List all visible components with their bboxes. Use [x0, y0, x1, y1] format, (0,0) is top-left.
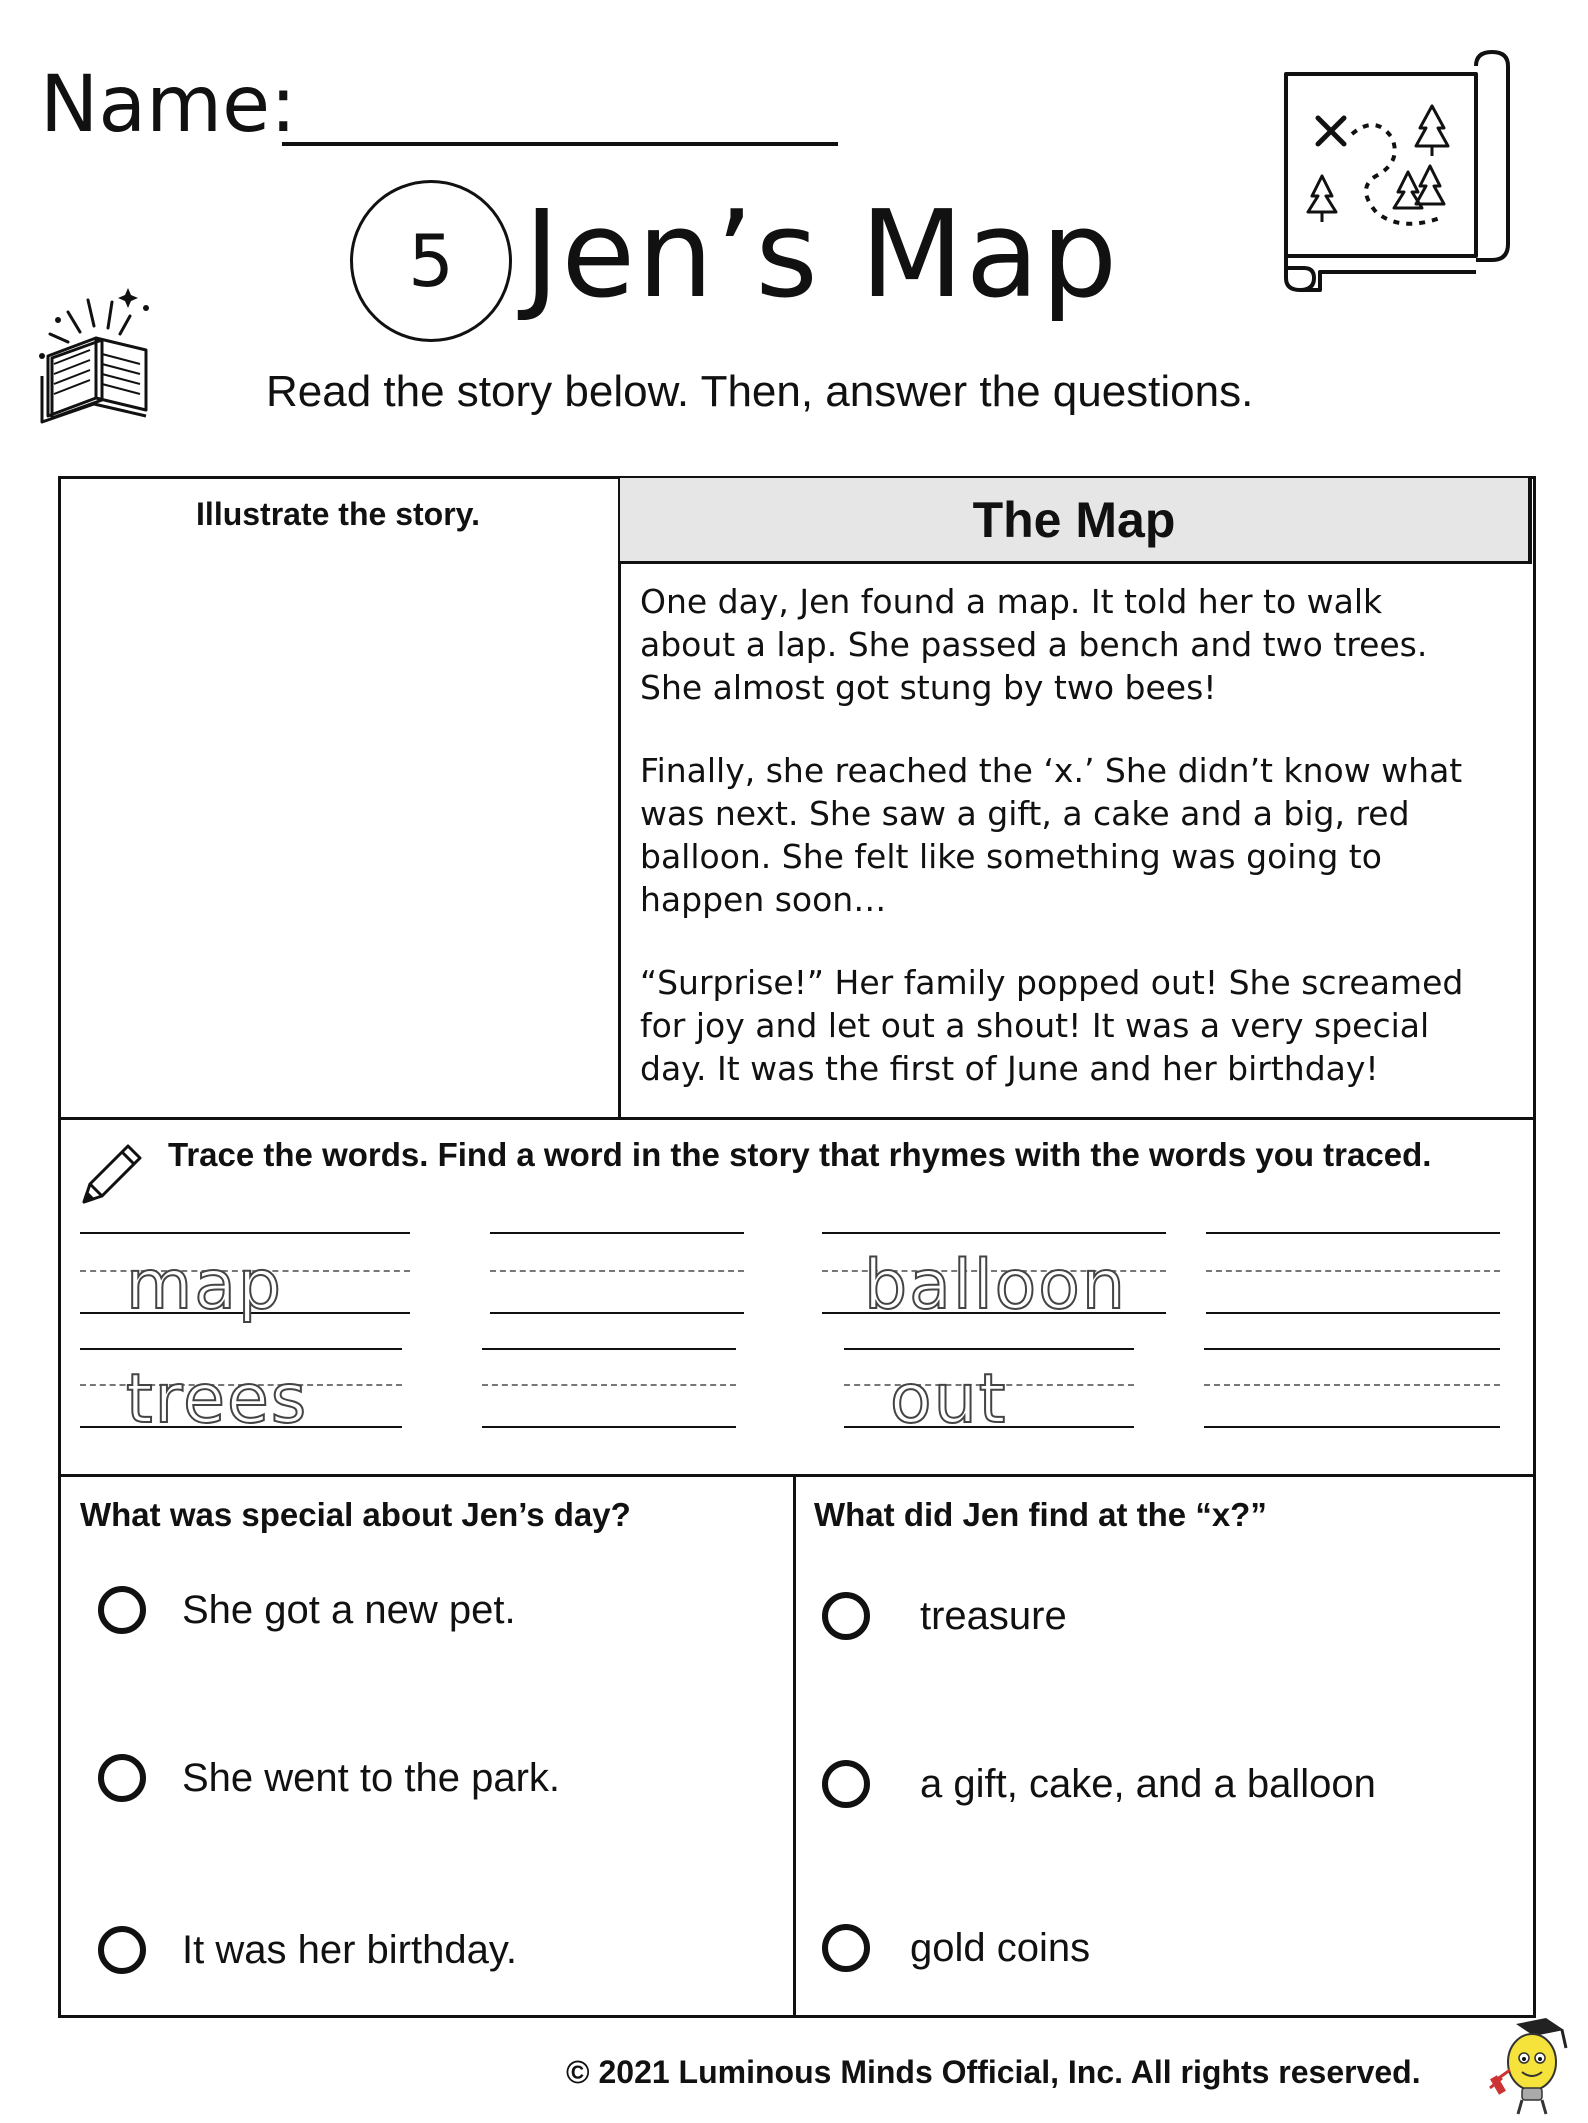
- answer-bubble[interactable]: [822, 1592, 870, 1640]
- answer-bubble[interactable]: [98, 1926, 146, 1974]
- answer-bubble[interactable]: [822, 1760, 870, 1808]
- book-icon: [28, 280, 178, 430]
- q2-option-2[interactable]: a gift, cake, and a balloon: [822, 1760, 1376, 1808]
- q1-option-2[interactable]: She went to the park.: [98, 1754, 560, 1802]
- question-1-prompt: What was special about Jen’s day?: [80, 1496, 631, 1533]
- q2-option-3[interactable]: gold coins: [822, 1924, 1090, 1972]
- page-title: Jen’s Map: [524, 186, 1120, 325]
- pencil-icon: [78, 1138, 148, 1208]
- section-divider: [58, 1474, 1536, 1477]
- column-divider: [618, 476, 621, 1118]
- illustrate-label: Illustrate the story.: [196, 496, 480, 532]
- answer-line[interactable]: [490, 1232, 744, 1234]
- answer-line[interactable]: [1204, 1348, 1500, 1350]
- story-paragraph: Finally, she reached the ‘x.’ She didn’t know what was next. She saw a gift, a cake and a big, red balloon. She felt like something was going to happen soon…: [640, 751, 1463, 919]
- story-title: The Map: [620, 478, 1532, 564]
- worksheet-number: 5: [350, 180, 512, 342]
- answer-bubble[interactable]: [822, 1924, 870, 1972]
- column-divider: [793, 1474, 796, 2018]
- answer-bubble[interactable]: [98, 1586, 146, 1634]
- trace-word-map: map: [126, 1246, 284, 1325]
- story-paragraph: “Surprise!” Her family popped out! She screamed for joy and let out a shout! It was a very special day. It was the first of June and her birthday!: [640, 963, 1464, 1088]
- instructions: Read the story below. Then, answer the questions.: [266, 367, 1254, 416]
- trace-word-out: out: [890, 1360, 1008, 1439]
- q1-option-3[interactable]: It was her birthday.: [98, 1926, 517, 1974]
- story-paragraph: One day, Jen found a map. It told her to walk about a lap. She passed a bench and two trees. She almost got stung by two bees!: [640, 582, 1428, 707]
- treasure-map-icon: [1280, 46, 1520, 296]
- name-label: Name:: [40, 60, 297, 150]
- illustration-area[interactable]: [62, 540, 614, 1114]
- trace-word-balloon: balloon: [864, 1246, 1127, 1325]
- copyright: © 2021 Luminous Minds Official, Inc. All rights reserved.: [566, 2054, 1421, 2090]
- mascot-icon: [1486, 2018, 1576, 2118]
- answer-line[interactable]: [482, 1348, 736, 1350]
- question-2-prompt: What did Jen find at the “x?”: [814, 1496, 1267, 1533]
- answer-bubble[interactable]: [98, 1754, 146, 1802]
- trace-word-trees: trees: [126, 1360, 309, 1439]
- answer-line[interactable]: [1206, 1232, 1500, 1234]
- trace-instructions: Trace the words. Find a word in the story that rhymes with the words you traced.: [168, 1136, 1432, 1173]
- q1-option-1[interactable]: She got a new pet.: [98, 1586, 516, 1634]
- q2-option-1[interactable]: treasure: [822, 1592, 1067, 1640]
- story-text: [640, 580, 1520, 1130]
- name-line[interactable]: [282, 142, 838, 146]
